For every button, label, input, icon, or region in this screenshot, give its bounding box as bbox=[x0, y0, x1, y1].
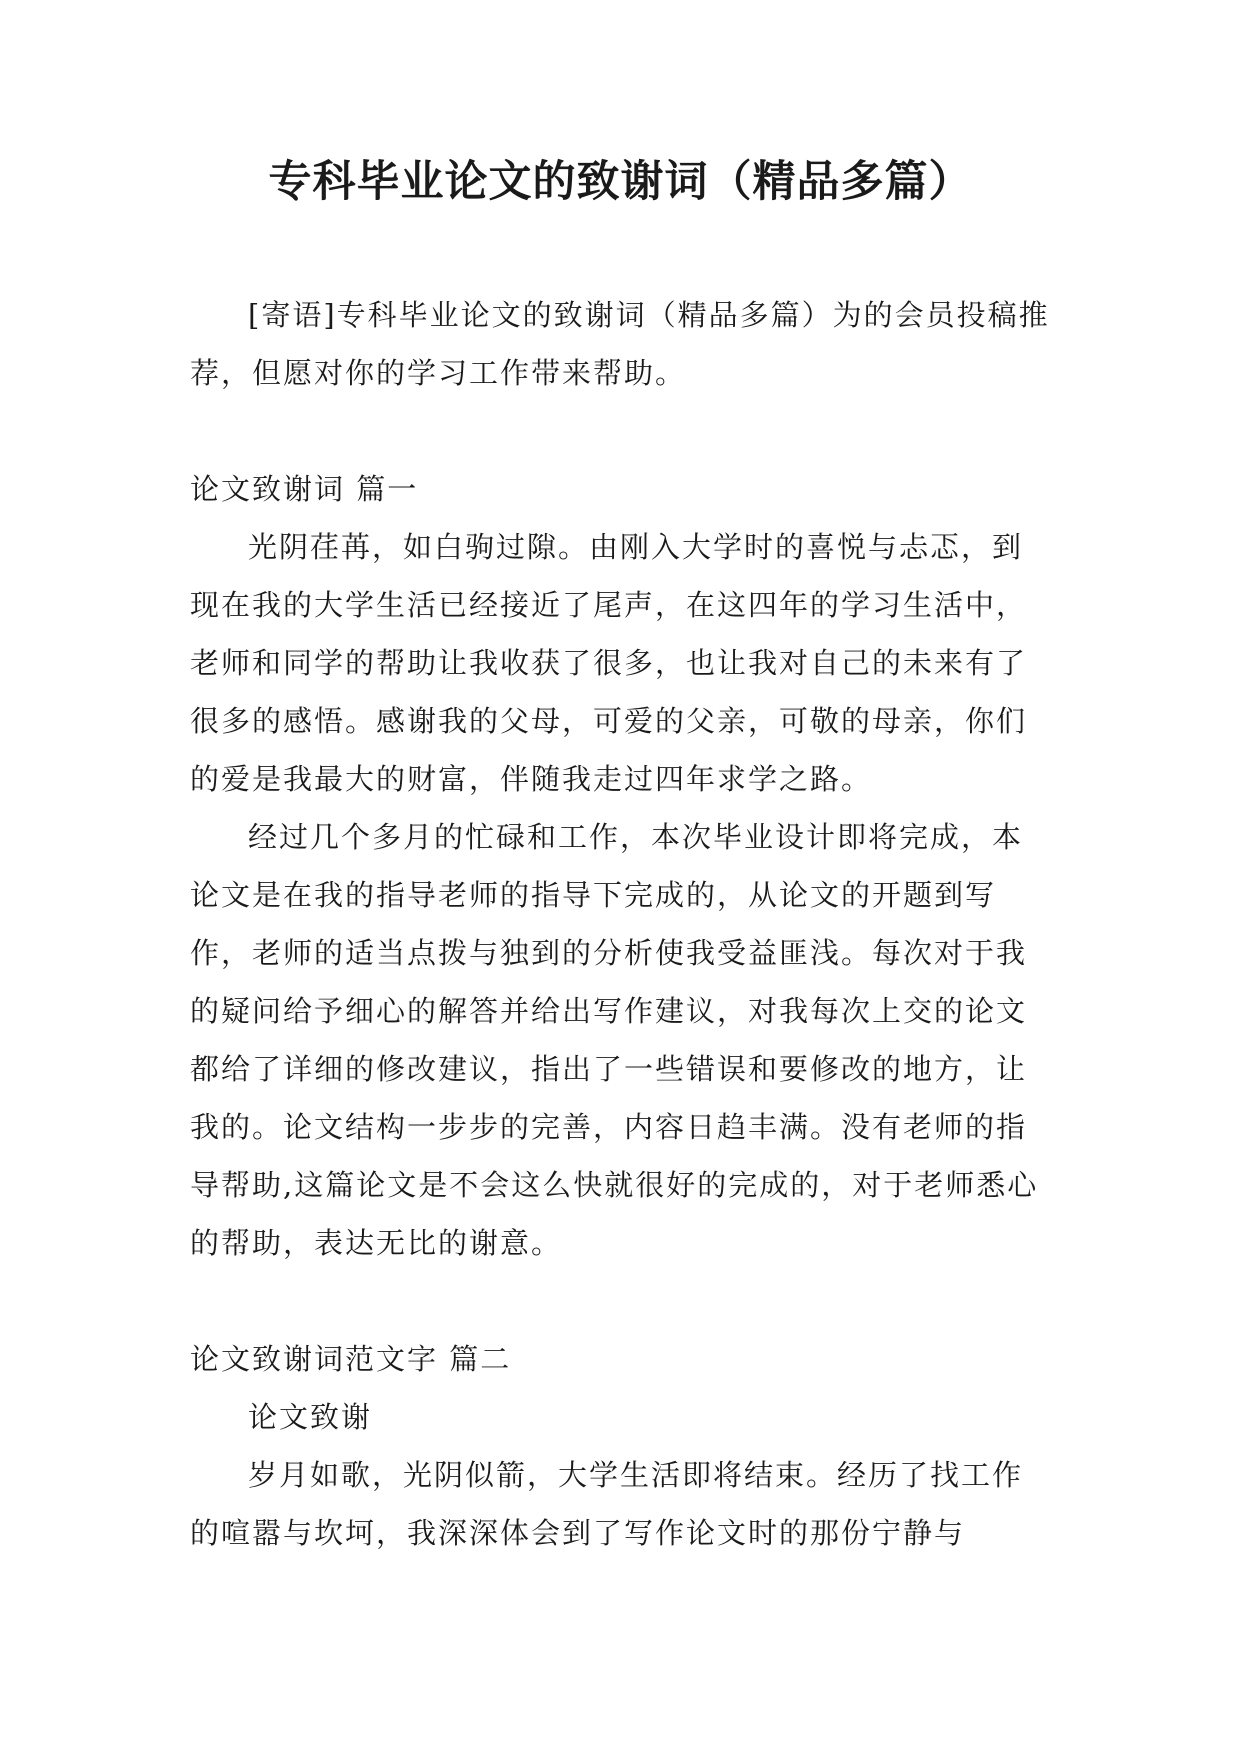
spacer bbox=[190, 1272, 1052, 1330]
intro-paragraph: [寄语]专科毕业论文的致谢词（精品多篇）为的会员投稿推荐，但愿对你的学习工作带来帮助。 bbox=[190, 298, 1050, 390]
section-heading-1: 论文致谢词 篇一 bbox=[190, 472, 419, 506]
section1-paragraph-1: 光阴荏苒，如白驹过隙。由刚入大学时的喜悦与忐忑，到现在我的大学生活已经接近了尾声，在这四年的学习生活中，老师和同学的帮助让我收获了很多，也让我对自己的未来有了很多的感悟。感谢我的父母，可爱的父亲，可敬的母亲，你们的爱是我最大的财富，伴随我走过四年求学之路。 bbox=[190, 530, 1028, 796]
section2-subheading: 论文致谢 bbox=[248, 1400, 373, 1434]
spacer bbox=[190, 402, 1052, 460]
document-body bbox=[190, 286, 1052, 1562]
section1-paragraph-2: 经过几个多月的忙碌和工作，本次毕业设计即将完成，本论文是在我的指导老师的指导下完成的，从论文的开题到写作，老师的适当点拨与独到的分析使我受益匪浅。每次对于我的疑问给予细心的解答并给出写作建议，对我每次上交的论文都给了详细的修改建议，指出了一些错误和要修改的地方，让我的。论文结构一步步的完善，内容日趋丰满。没有老师的指导帮助,这篇论文是不会这么快就很好的完成的，对于老师悉心的帮助，表达无比的谢意。 bbox=[190, 820, 1039, 1260]
section2-paragraph-1: 岁月如歌，光阴似箭，大学生活即将结束。经历了找工作的喧嚣与坎坷，我深深体会到了写作论文时的那份宁静与 bbox=[190, 1458, 1024, 1550]
section-heading-2: 论文致谢词范文字 篇二 bbox=[190, 1342, 512, 1376]
document-title: 专科毕业论文的致谢词（精品多篇） bbox=[268, 157, 973, 207]
